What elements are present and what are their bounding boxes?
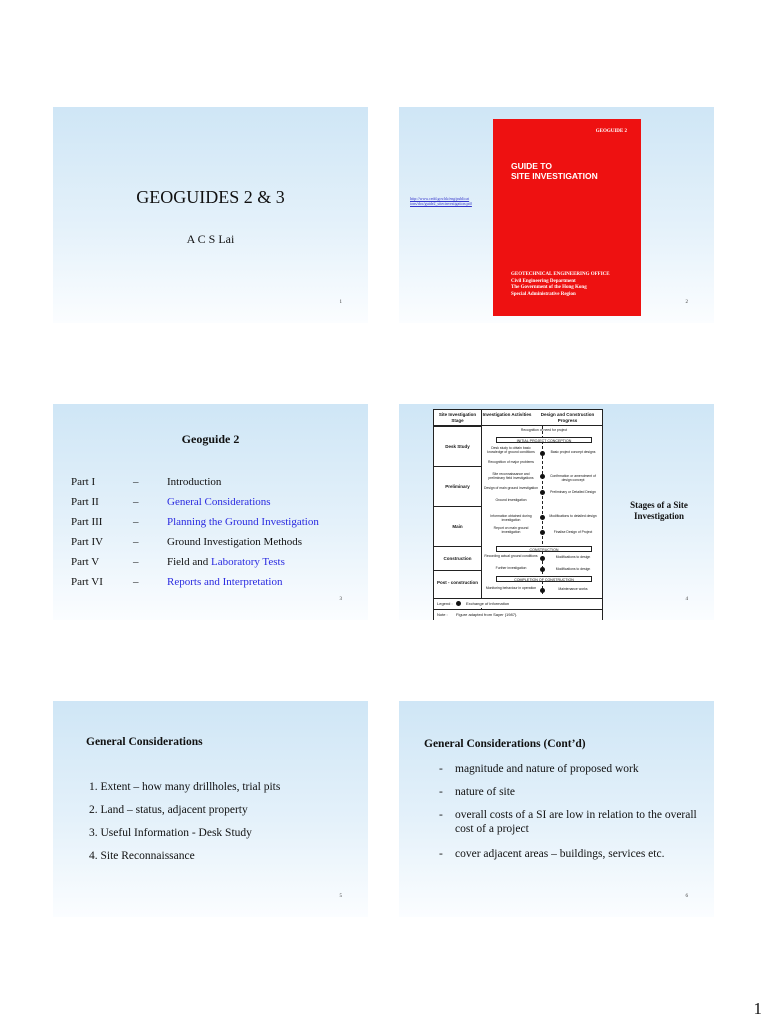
flowchart-legend — [434, 598, 602, 608]
toc-row — [71, 496, 361, 512]
toc-row — [71, 576, 361, 592]
note-text: Figure adapted from Sayer (1987). — [456, 612, 518, 617]
list-item: 2. Land – status, adjacent property — [89, 804, 248, 816]
slide-1-number: 1 — [339, 300, 342, 305]
slide-1 — [53, 107, 368, 323]
toc-part: Part V — [71, 556, 100, 568]
exchange-dot — [540, 556, 545, 561]
toc-dash: – — [133, 476, 139, 488]
flowchart-box: INITIAL PROJECT CONCEPTION — [496, 437, 592, 443]
toc-row — [71, 536, 361, 552]
slide-4 — [399, 404, 714, 620]
activity-text: Information obtained during investigation — [490, 514, 532, 522]
progress-text: Modifications to design — [555, 567, 591, 571]
exchange-dot — [540, 474, 545, 479]
flowchart-header: Design and Construction Progress — [533, 410, 602, 426]
flowchart-header: Site Investigation Stage — [434, 410, 481, 426]
progress-text: Modifications to detailed design — [549, 514, 597, 518]
activity-text: Report on main ground investigation — [493, 526, 529, 534]
exchange-dot — [540, 567, 545, 572]
slide-6-number: 6 — [685, 894, 688, 899]
toc-part: Part I — [71, 476, 96, 488]
progress-text: Finalise Design of Project — [553, 530, 593, 534]
flowchart-note-row — [434, 609, 602, 620]
list-dash: - — [439, 848, 443, 860]
progress-text: Maintenance works — [558, 587, 588, 591]
slide-3 — [53, 404, 368, 620]
exchange-dot — [540, 451, 545, 456]
toc-part: Part IV — [71, 536, 104, 548]
cover-title-line-1: GUIDE TO — [511, 161, 552, 171]
toc-part: Part VI — [71, 576, 103, 588]
exchange-dot — [540, 530, 545, 535]
progress-text: Basic project concept designs — [550, 450, 596, 454]
activity-text: Ground investigation — [495, 498, 527, 502]
page-number: 1 — [753, 999, 762, 1018]
toc-dash: – — [133, 576, 139, 588]
activity-text: Desk study to obtain basic knowledge of ground conditions — [487, 446, 535, 454]
list-item — [439, 847, 701, 861]
list-item: 1. Extent – how many drillholes, trial pits — [89, 781, 281, 793]
list-dash: - — [439, 786, 443, 798]
toc-text — [167, 556, 285, 568]
cover-org-line: The Government of the Hong Kong — [511, 285, 587, 290]
slide-1-title: GEOGUIDES 2 & 3 — [136, 187, 285, 207]
toc-link[interactable]: Laboratory Tests — [211, 556, 285, 568]
toc-part: Part II — [71, 496, 99, 508]
slide-5 — [53, 701, 368, 917]
cover-organisation — [511, 272, 610, 298]
slide-4-number: 4 — [685, 597, 688, 602]
activity-text: Monitoring behaviour in operation — [485, 586, 537, 590]
slide-5-title: General Considerations — [86, 736, 203, 748]
activity-text: Design of main ground investigation — [484, 486, 538, 490]
toc-link[interactable]: Reports and Interpretation — [167, 576, 283, 588]
slide-1-author: A C S Lai — [186, 232, 235, 246]
list-item: 3. Useful Information - Desk Study — [89, 827, 252, 839]
activity-text: Further investigation — [495, 566, 527, 570]
slide-5-number: 5 — [339, 894, 342, 899]
list-item-text: cover adjacent areas – buildings, services etc. — [455, 848, 665, 860]
toc-link[interactable]: Planning the Ground Investigation — [167, 516, 319, 528]
list-dash: - — [439, 809, 443, 821]
site-investigation-flowchart — [433, 409, 603, 620]
flowchart-header: Investigation Activities — [481, 410, 533, 426]
exchange-dot — [540, 515, 545, 520]
exchange-dot — [540, 490, 545, 495]
list-item-text: overall costs of a SI are low in relation to the overall cost of a project — [455, 809, 697, 835]
cover-org-line: Civil Engineering Department — [511, 278, 576, 284]
toc-row — [71, 476, 361, 492]
stage-label: Construction — [434, 546, 481, 570]
stage-label: Main — [434, 506, 481, 546]
toc-part: Part III — [71, 516, 103, 528]
toc-link[interactable]: General Considerations — [167, 496, 271, 508]
pdf-link-line-2[interactable]: ions/doc/guide2_sitecinvestigation.pdf — [410, 201, 472, 206]
cover-series: GEOGUIDE 2 — [595, 129, 627, 134]
exchange-dot — [540, 588, 545, 593]
toc-text: Ground Investigation Methods — [167, 536, 303, 548]
toc-row — [71, 556, 361, 572]
slide-3-title: Geoguide 2 — [181, 432, 240, 446]
list-item: 4. Site Reconnaissance — [89, 850, 195, 862]
pdf-link-line-1[interactable]: http://www.cedd.gov.hk/eng/publicat — [410, 196, 470, 201]
list-item-text: magnitude and nature of proposed work — [455, 763, 639, 775]
activity-text: Site reconnaissance and preliminary field investigations — [488, 472, 534, 480]
list-item — [439, 785, 701, 799]
activity-text: Recording actual ground conditions — [484, 554, 538, 558]
legend-dot — [456, 601, 461, 606]
list-item — [439, 808, 701, 836]
geoguide-cover — [493, 119, 641, 316]
slide-6-title: General Considerations (Cont’d) — [424, 738, 586, 750]
toc-text-plain: Field and — [167, 556, 211, 568]
flowchart-box: COMPLETION OF CONSTRUCTION — [496, 576, 592, 582]
list-dash: - — [439, 763, 443, 775]
note-label: Note : — [437, 612, 448, 617]
slide-2-number: 2 — [685, 300, 688, 305]
stage-label: Preliminary — [434, 466, 481, 506]
slide-4-caption: Stages of a Site Investigation — [630, 500, 688, 521]
progress-text: Modifications to design — [555, 555, 591, 559]
legend-label: Legend : — [437, 601, 453, 606]
activity-text: Recognition of major problems — [488, 460, 534, 464]
slide-3-number: 3 — [339, 597, 342, 602]
flowchart-note: Recognition of need for project — [520, 428, 568, 432]
legend-text: Exchange of information — [466, 601, 510, 606]
stage-label: Desk Study — [434, 426, 481, 466]
toc-dash: – — [133, 536, 139, 548]
pdf-link[interactable] — [410, 196, 482, 206]
slide-6 — [399, 701, 714, 917]
slide-2 — [399, 107, 714, 323]
cover-org-line: Special Administrative Region — [511, 291, 576, 297]
flowchart-box: CONSTRUCTION — [496, 546, 592, 552]
column-divider — [481, 410, 482, 620]
progress-text: Preliminary or Detailed Design — [550, 490, 596, 494]
cover-title-line-2: SITE INVESTIGATION — [511, 171, 598, 181]
toc-dash: – — [133, 496, 139, 508]
toc-dash: – — [133, 556, 139, 568]
cover-org-line: GEOTECHNICAL ENGINEERING OFFICE — [511, 272, 610, 277]
toc-dash: – — [133, 516, 139, 528]
toc-text: Introduction — [167, 476, 222, 488]
toc-row — [71, 516, 361, 532]
list-item-text: nature of site — [455, 786, 516, 798]
progress-text: Confirmation or amendment of design concept — [550, 474, 596, 482]
cover-title — [511, 161, 598, 181]
list-item — [439, 762, 701, 776]
stage-label: Post - construction — [434, 570, 481, 594]
